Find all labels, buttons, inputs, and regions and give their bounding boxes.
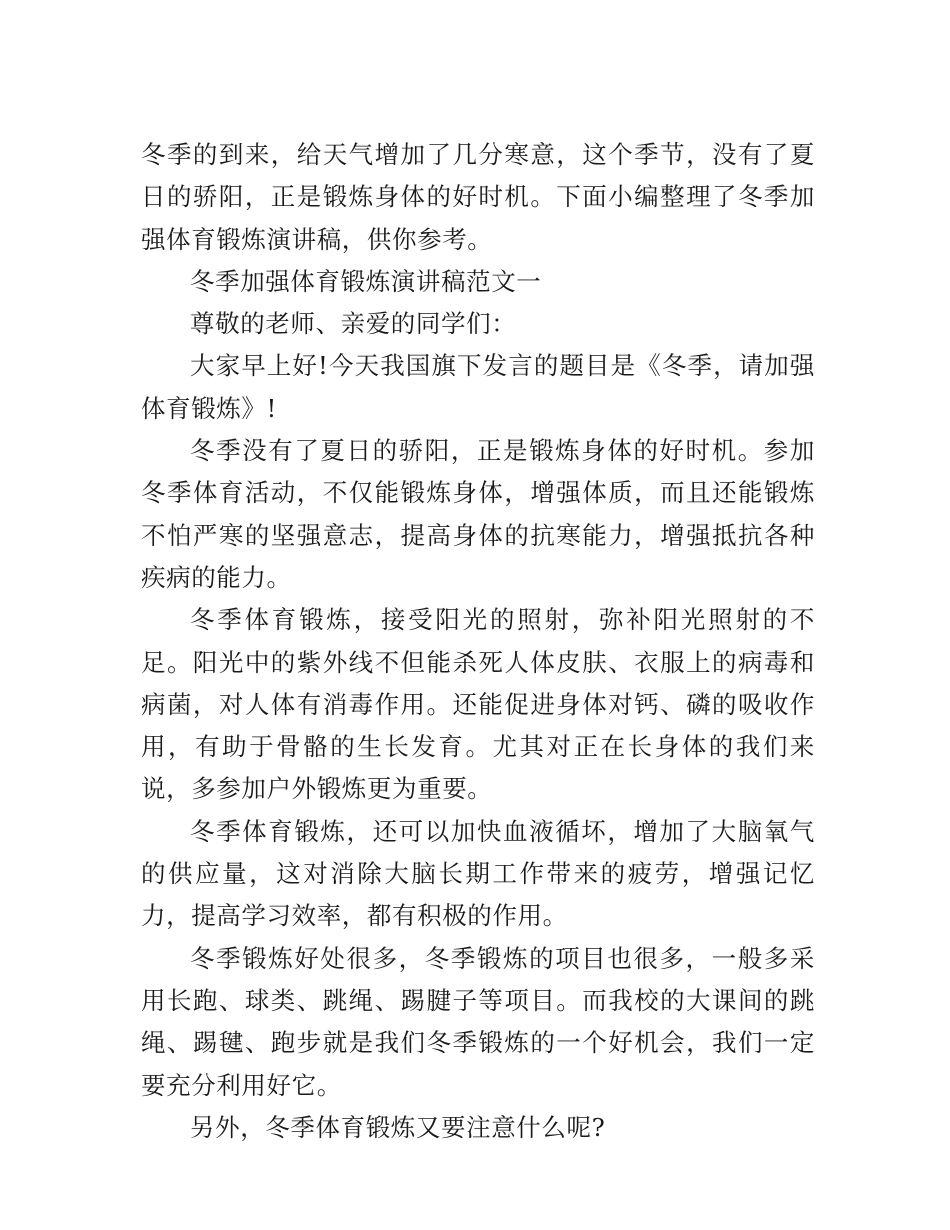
salutation: 尊敬的老师、亲爱的同学们： (190, 309, 517, 339)
body-paragraph-circulation: 冬季体育锻炼，还可以加快血液循坏，增加了大脑氧气的供应量，这对消除大脑长期工作带来的疲劳，增强记忆力，提高学习效率，都有积极的作用。 (141, 816, 815, 931)
section-heading: 冬季加强体育锻炼演讲稿范文一 (190, 266, 542, 296)
body-paragraph-sunlight: 冬季体育锻炼，接受阳光的照射，弥补阳光照射的不足。阳光中的紫外线不但能杀死人体皮肤、衣服上的病毒和病菌，对人体有消毒作用。还能促进身体对钙、磷的吸收作用，有助于骨骼的生长发育。尤其对正在长身体的我们来说，多参加户外锻炼更为重要。 (141, 605, 815, 804)
body-paragraph-activities: 冬季锻炼好处很多，冬季锻炼的项目也很多，一般多采用长跑、球类、跳绳、踢腱子等项目。而我校的大课间的跳绳、踢毽、跑步就是我们冬季锻炼的一个好机会，我们一定要充分利用好它。 (141, 943, 815, 1100)
greeting-paragraph: 大家早上好!今天我国旗下发言的题目是《冬季，请加强体育锻炼》! (141, 351, 815, 423)
body-paragraph-precautions: 另外，冬季体育锻炼又要注意什么呢? (190, 1112, 606, 1142)
intro-paragraph: 冬季的到来，给天气增加了几分寒意，这个季节，没有了夏日的骄阳，正是锻炼身体的好时机。下面小编整理了冬季加强体育锻炼演讲稿，供你参考。 (141, 140, 815, 254)
body-paragraph-benefits: 冬季没有了夏日的骄阳，正是锻炼身体的好时机。参加冬季体育活动，不仅能锻炼身体，增强体质，而且还能锻炼不怕严寒的坚强意志，提高身体的抗寒能力，增强抵抗各种疾病的能力。 (141, 436, 815, 592)
